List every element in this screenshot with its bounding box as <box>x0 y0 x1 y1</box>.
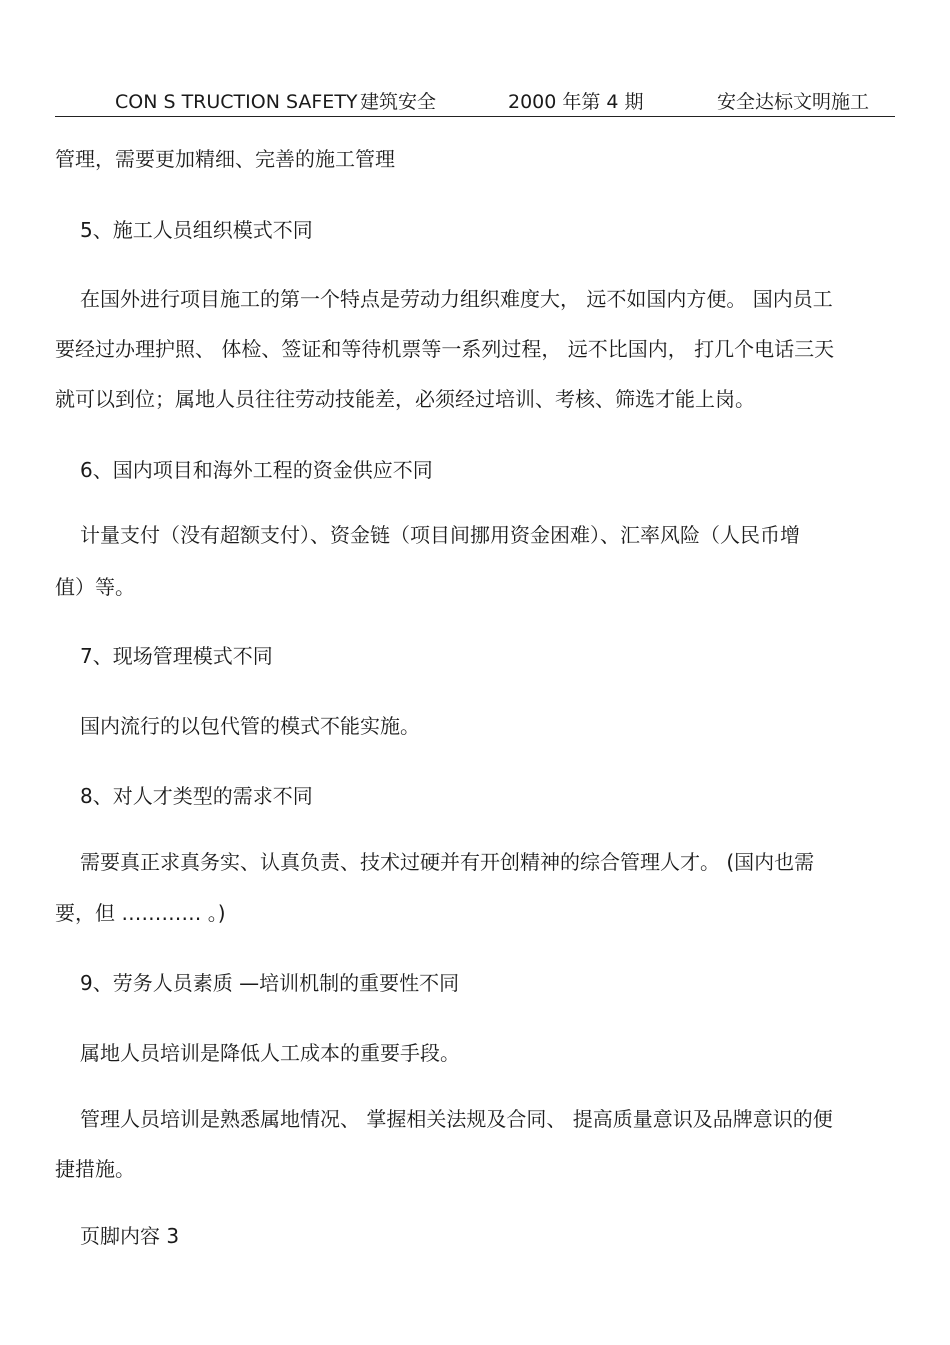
section-heading-5: 5、施工人员组织模式不同 <box>80 218 313 242</box>
paragraph-line: 属地人员培训是降低人工成本的重要手段。 <box>80 1041 460 1065</box>
paragraph-line: 值）等。 <box>55 575 135 599</box>
page-footer: 页脚内容 3 <box>80 1224 180 1248</box>
paragraph-line: 国内流行的以包代管的模式不能实施。 <box>80 714 420 738</box>
paragraph-line: 在国外进行项目施工的第一个特点是劳动力组织难度大， 远不如国内方便。 国内员工 <box>80 287 833 311</box>
page-header <box>55 88 895 117</box>
paragraph-line: 管理，需要更加精细、完善的施工管理 <box>55 147 395 171</box>
section-heading-6: 6、国内项目和海外工程的资金供应不同 <box>80 458 433 482</box>
section-heading-9: 9、劳务人员素质 —培训机制的重要性不同 <box>80 971 460 995</box>
paragraph-line: 管理人员培训是熟悉属地情况、 掌握相关法规及合同、 提高质量意识及品牌意识的便 <box>80 1107 833 1131</box>
section-heading-8: 8、对人才类型的需求不同 <box>80 784 313 808</box>
paragraph-line: 计量支付（没有超额支付）、资金链（项目间挪用资金困难）、汇率风险（人民币增 <box>80 523 800 547</box>
journal-section: 安全达标文明施工 <box>717 91 870 113</box>
journal-english-title: CON S TRUCTION SAFETY <box>115 91 358 113</box>
paragraph-line: 捷措施。 <box>55 1157 135 1181</box>
paragraph-line: 要经过办理护照、 体检、签证和等待机票等一系列过程， 远不比国内， 打几个电话三天 <box>55 337 835 361</box>
paragraph-line: 要，但 ………… 。) <box>55 901 226 925</box>
paragraph-line: 需要真正求真务实、认真负责、技术过硬并有开创精神的综合管理人才。 (国内也需 <box>80 850 815 874</box>
journal-chinese-title: 建筑安全 <box>360 91 437 113</box>
journal-issue: 2000 年第 4 期 <box>508 91 644 113</box>
section-heading-7: 7、现场管理模式不同 <box>80 644 273 668</box>
paragraph-line: 就可以到位；属地人员往往劳动技能差，必须经过培训、考核、筛选才能上岗。 <box>55 387 755 411</box>
